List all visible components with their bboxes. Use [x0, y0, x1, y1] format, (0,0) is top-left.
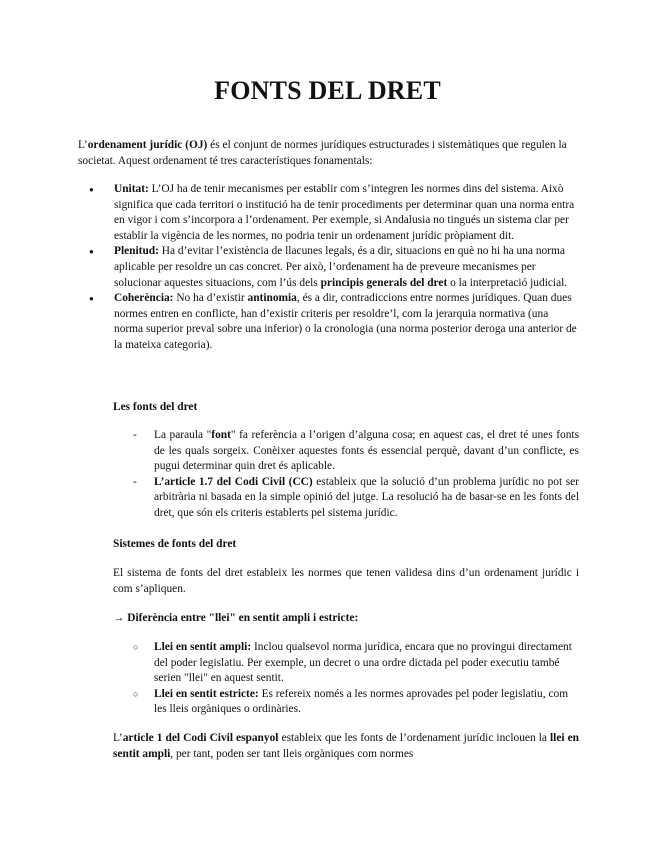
llei-item-ampli: [133, 640, 579, 687]
llei-text: Es refereix només a les normes aprovades pel poder legislatiu, com les lleis orgàniques o ordinàries.: [154, 687, 569, 716]
feature-label: Plenitud:: [114, 245, 159, 258]
fonts-item-bold: L’article 1.7 del Codi Civil (CC): [154, 475, 313, 488]
feature-unitat: [86, 182, 578, 244]
llei-label: Llei en sentit estricte:: [154, 687, 259, 700]
final-post: , per tant, poden ser tant lleis orgàniques com normes: [170, 747, 414, 760]
final-paragraph: [113, 731, 579, 762]
fonts-item-post: estableix que la solució d’un problema jurídic no pot ser arbitrària ni basada en la simple opinió del jutge. La resolució ha de basar-se en les fonts del dret, que són els criteris establerts pel sistema jurídic.: [154, 475, 579, 519]
intro-rest: és el conjunt de normes jurídiques estructurades i sistemàtiques que regulen la societat. Aquest ordenament té tres característiques fonamentals:: [78, 139, 567, 167]
final-bold-2: llei en sentit ampli: [113, 732, 579, 760]
feature-text-pre: No ha d’existir: [176, 292, 245, 305]
llei-label: Llei en sentit ampli:: [154, 641, 252, 653]
llei-item-estricte: [133, 687, 579, 718]
fonts-list: [133, 428, 579, 522]
llei-text: Inclou qualsevol norma jurídica, encara que no provingui directament del poder legislatiu. Per exemple, un decret o una ordre dictada pel poder executiu també serien "llei" en aquest sentit.: [154, 641, 572, 685]
fonts-heading: Les fonts del dret: [113, 401, 198, 413]
feature-text-after: o la interpretació judicial.: [450, 276, 568, 289]
sistemes-paragraph: El sistema de fonts del dret estableix les normes que tenen validesa dins d’un ordenament jurídic i com s’apliquen.: [113, 567, 579, 595]
fonts-item-article: [133, 475, 579, 522]
fonts-item-paraula: [133, 428, 579, 475]
intro-paragraph: L’ordenament jurídic (OJ) és el conjunt de normes jurídiques estructurades i sistemàtiques que regulen la societat. Aquest ordenament té tres característiques fonamentals:: [78, 139, 567, 167]
page-title: FONTS DEL DRET: [214, 76, 441, 105]
fonts-item-pre: La paraula ": [154, 429, 212, 441]
intro-term: ordenament jurídic (OJ): [87, 139, 208, 151]
feature-coherencia: [86, 291, 578, 353]
features-list: [86, 182, 578, 354]
sistemes-heading: Sistemes de fonts del dret: [113, 538, 237, 550]
final-pre: L’: [113, 732, 123, 744]
diferencia-heading: → Diferència entre "llei" en sentit ampli i estricte:: [113, 612, 359, 624]
feature-bold-term: principis generals del dret: [320, 276, 448, 289]
final-mid: estableix que les fonts de l’ordenament jurídic inclouen la: [281, 732, 547, 744]
feature-text: , és a dir, contradiccions entre normes jurídiques. Quan dues normes entren en conflicte, han d’existir criteris per resoldre’l, com la jerarquia normativa (una norma superior preval sobre una inferior) o la cronologia (una norma posterior deroga una anterior de la mateixa categoria).: [114, 292, 577, 351]
feature-label: Unitat:: [114, 183, 149, 195]
feature-text: Ha d’evitar l’existència de llacunes legals, és a dir, situacions en què no hi ha una norma aplicable per resoldre un cas concret. Per això, l’ordenament ha de preveure mecanismes per solucionar aquestes situacions, com l’ús dels: [114, 245, 565, 289]
llei-list: [133, 640, 579, 718]
feature-text: L’OJ ha de tenir mecanismes per establir com s’integren les normes dins del sistema. Això significa que cada territori o institució ha de tenir procediments per determinar quan una norma entra en vigor i com s’incorpora a l’ordenament. Per exemple, si Andalusia no tingués un sistema clar per establir la vigència de les normes, no podria tenir un ordenament jurídic pròpiament dit.: [114, 183, 575, 242]
fonts-item-bold: font: [211, 429, 231, 441]
feature-bold-term: antinomia: [247, 292, 297, 305]
feature-label: Coherència:: [114, 292, 174, 305]
fonts-item-post: " fa referència a l’origen d’alguna cosa; en aquest cas, el dret té unes fonts de les quals sorgeix. Conèixer aquestes fonts és essencial perquè, davant d’un conflicte, es pugui determinar quin dret és aplicable.: [154, 429, 579, 473]
feature-plenitud: [86, 244, 578, 291]
final-bold-1: article 1 del Codi Civil espanyol: [122, 732, 279, 744]
